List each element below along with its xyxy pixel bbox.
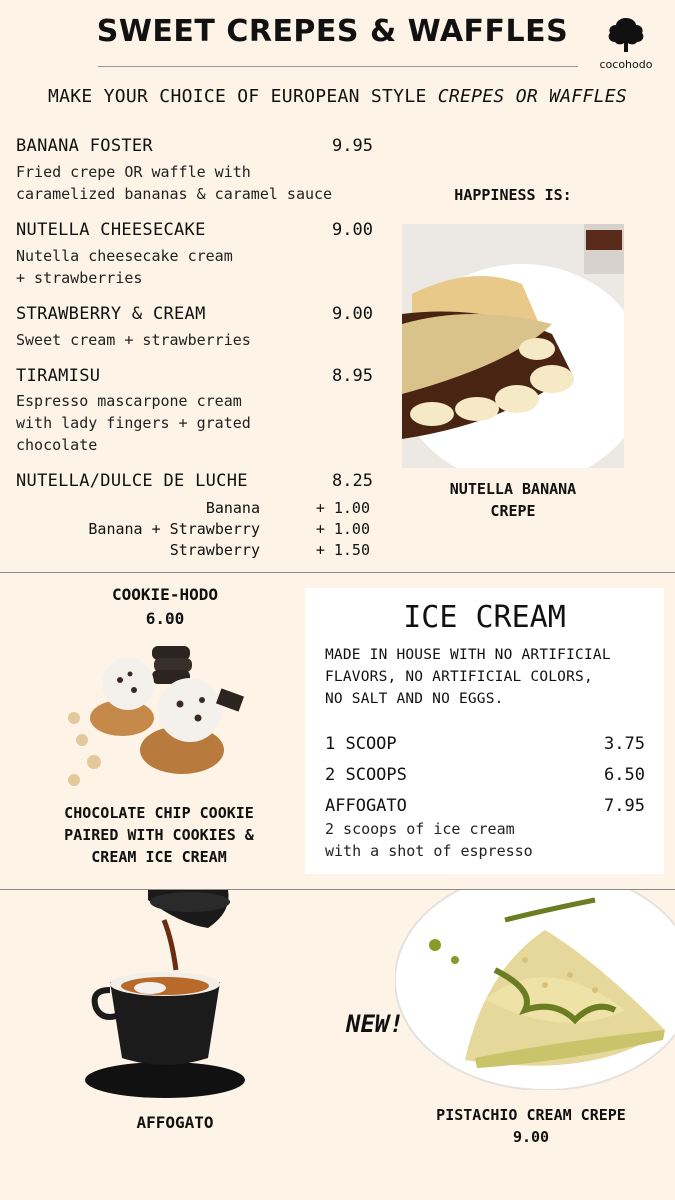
cocohodo-logo	[590, 16, 662, 71]
item-desc: Espresso mascarpone cream	[16, 392, 242, 410]
happiness-heading: HAPPINESS IS:	[454, 186, 572, 204]
cookie-caption: CHOCOLATE CHIP COOKIE	[64, 804, 254, 822]
subtitle-prefix: MAKE YOUR CHOICE OF EUROPEAN STYLE	[47, 86, 438, 107]
affogato-image	[80, 890, 250, 1100]
cookie-caption: PAIRED WITH COOKIES &	[64, 826, 254, 844]
cookie-illustration	[60, 640, 260, 800]
pistachio-caption: PISTACHIO CREAM CREPE	[436, 1106, 626, 1124]
pistachio-price: 9.00	[512, 1128, 550, 1146]
ice-cream-desc-line: FLAVORS, NO ARTIFICIAL COLORS,	[325, 669, 593, 685]
ice-cream-item-price: 7.95	[604, 796, 645, 816]
affogato-caption: AFFOGATO	[136, 1113, 214, 1132]
addon-price: + 1.50	[315, 541, 370, 559]
ice-cream-desc-line: MADE IN HOUSE WITH NO ARTIFICIAL	[325, 647, 611, 663]
pistachio-crepe-image	[395, 890, 675, 1090]
tree-icon	[606, 16, 646, 54]
affogato-desc-line: 2 scoops of ice cream	[325, 820, 515, 838]
item-desc: Sweet cream + strawberries	[16, 331, 251, 349]
ice-cream-item-name: AFFOGATO	[325, 796, 407, 816]
ice-cream-item	[325, 796, 645, 816]
item-price: 9.00	[332, 220, 373, 240]
item-price: 8.25	[332, 471, 373, 491]
item-name: STRAWBERRY & CREAM	[16, 304, 206, 324]
ice-cream-description	[325, 644, 655, 710]
happiness-caption: NUTELLA BANANA	[449, 480, 577, 498]
ice-cream-item	[325, 734, 645, 754]
page-title: SWEET CREPES & WAFFLES	[96, 14, 569, 49]
affogato-desc-line: with a shot of espresso	[325, 842, 533, 860]
item-desc: Nutella cheesecake cream	[16, 247, 233, 265]
item-name: NUTELLA CHEESECAKE	[16, 220, 206, 240]
addon-price: + 1.00	[315, 520, 370, 538]
item-desc: with lady fingers + grated	[16, 414, 251, 432]
ice-cream-item-name: 2 SCOOPS	[325, 765, 407, 785]
logo-text: cocohodo	[599, 58, 653, 71]
cookie-price: 6.00	[145, 609, 185, 628]
happiness-caption: CREPE	[490, 502, 536, 520]
addon-label: Banana + Strawberry	[88, 520, 260, 538]
nutella-banana-crepe-image	[402, 224, 624, 468]
affogato-description	[325, 818, 533, 862]
item-price: 8.95	[332, 366, 373, 386]
addon-label: Banana	[205, 499, 260, 517]
affogato-illustration	[80, 890, 250, 1100]
item-price: 9.00	[332, 304, 373, 324]
ice-cream-desc-line: NO SALT AND NO EGGS.	[325, 691, 504, 707]
item-name: NUTELLA/DULCE DE LUCHE	[16, 471, 248, 491]
ice-cream-item-price: 3.75	[604, 734, 645, 754]
cookie-caption: CREAM ICE CREAM	[91, 848, 227, 866]
ice-cream-item	[325, 765, 645, 785]
item-desc: Fried crepe OR waffle with	[16, 163, 251, 181]
crepe-illustration	[402, 224, 624, 468]
subtitle-emphasis: CREPES OR WAFFLES	[437, 86, 628, 107]
menu-subtitle	[0, 86, 675, 107]
item-price: 9.95	[332, 136, 373, 156]
item-desc: + strawberries	[16, 269, 143, 287]
ice-cream-item-price: 6.50	[604, 765, 645, 785]
item-desc: chocolate	[16, 436, 98, 454]
item-name: BANANA FOSTER	[16, 136, 153, 156]
pistachio-illustration	[395, 890, 675, 1090]
title-divider	[98, 66, 578, 67]
item-desc: caramelized bananas & caramel sauce	[16, 185, 333, 203]
ice-cream-panel	[305, 588, 664, 874]
item-name: TIRAMISU	[16, 366, 101, 386]
section-divider	[0, 572, 675, 573]
addon-label: Strawberry	[169, 541, 260, 559]
new-badge: NEW!	[346, 1010, 404, 1038]
cookie-image	[60, 640, 260, 800]
addon-price: + 1.00	[315, 499, 370, 517]
ice-cream-item-name: 1 SCOOP	[325, 734, 397, 754]
cookie-name: COOKIE-HODO	[112, 585, 218, 604]
ice-cream-title: ICE CREAM	[403, 600, 566, 635]
